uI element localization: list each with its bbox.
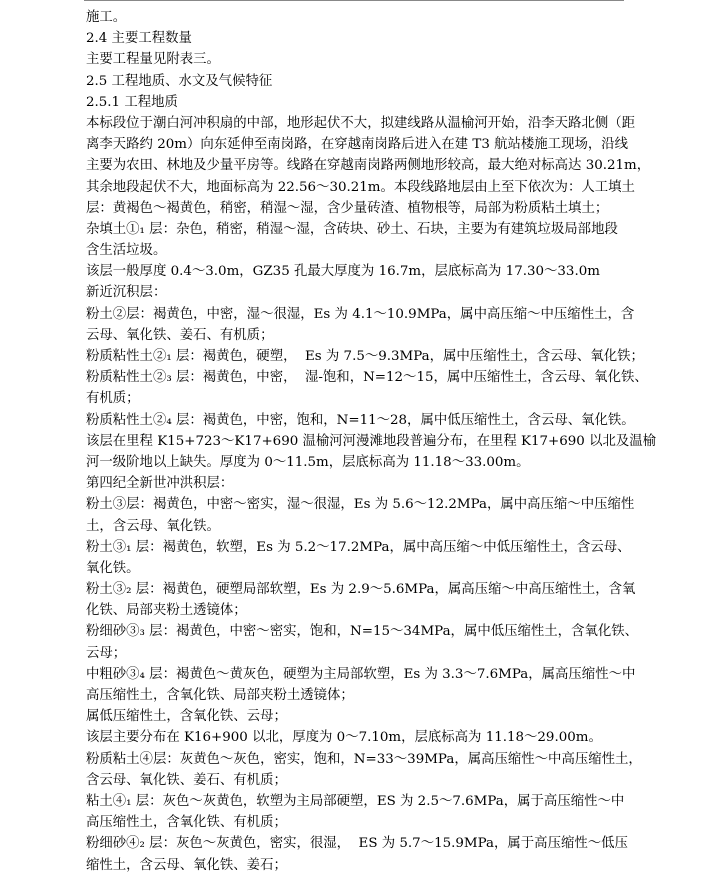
document-page [86,7,657,876]
text-line: 本标段位于潮白河冲积扇的中部，地形起伏不大，拟建线路从温榆河开始，沿李天路北侧（距 [86,115,636,131]
text-line: 粉细砂③₃ 层：褐黄色，中密～密实，饱和，N=15～34MPa，属中低压缩性土，含氧化铁、 [86,624,639,640]
text-line: 云母、氧化铁、姜石、有机质； [86,327,274,343]
text-line: 化铁、局部夹粉土透镜体； [86,603,247,619]
section-heading: 2.4 主要工程数量 [86,31,192,47]
text-line: 杂填土①₁ 层：杂色，稍密，稍湿～湿，含砖块、砂土、石块，主要为有建筑垃圾局部地段 [86,221,618,237]
text-line: 施工。 [86,10,127,25]
text-line: 含生活垃圾。 [86,243,167,259]
text-line: 主要工程量见附表三。 [86,52,220,68]
text-line: 粉质粘性土②₃ 层：褐黄色，中密， 湿-饱和，N=12～15，属中压缩性土，含云母、氧化铁、 [86,370,648,386]
text-line: 河一级阶地以上缺失。厚度为 0～11.5m，层底标高为 11.18～33.00m。 [86,454,530,470]
text-line: 土，含云母、氧化铁。 [86,518,220,534]
top-rule [84,0,624,1]
text-line: 粉土③₂ 层：褐黄色，硬塑局部软塑，Es 为 2.9～5.6MPa，属高压缩～中高压缩性土，含氧 [86,582,636,598]
section-heading: 2.5 工程地质、水文及气候特征 [86,73,273,89]
text-line: 中粗砂③₄ 层：褐黄色～黄灰色，硬塑为主局部软塑，Es 为 3.3～7.6MPa，属高压缩性～中 [86,666,636,682]
text-line: 新近沉积层： [86,285,167,301]
text-line: 缩性土，含云母、氧化铁、姜石； [86,857,287,873]
text-line: 高压缩性土，含氧化铁、有机质； [86,815,287,831]
text-line: 该层一般厚度 0.4～3.0m，GZ35 孔最大厚度为 16.7m，层底标高为 17.30～33.0m [86,264,600,280]
text-line: 该层在里程 K15+723～K17+690 温榆河河漫滩地段普遍分布，在里程 K17+690 以北及温榆 [86,433,657,449]
text-line: 云母； [86,645,127,661]
text-line: 氧化铁。 [86,560,140,576]
text-line: 其余地段起伏不大，地面标高为 22.56～30.21m。本段线路地层由上至下依次为：人工填土 [86,179,635,195]
text-line: 有机质； [86,391,140,407]
text-line: 粉土②层：褐黄色，中密，湿～很湿，Es 为 4.1～10.9MPa，属中高压缩～中压缩性土，含 [86,306,635,322]
text-line: 粉质粘性土②₁ 层：褐黄色，硬塑， Es 为 7.5～9.3MPa，属中压缩性土，含云母、氧化铁； [86,349,644,364]
text-line: 粉土③₁ 层：褐黄色，软塑，Es 为 5.2～17.2MPa，属中高压缩～中低压缩性土，含云母、 [86,539,631,555]
text-line: 粘土④₁ 层：灰色～灰黄色，软塑为主局部硬塑，ES 为 2.5～7.6MPa，属于高压缩性～中 [86,793,625,809]
text-line: 粉质粘土④层：灰黄色～灰色，密实，饱和，N=33～39MPa，属高压缩性～中高压缩性土， [86,751,642,767]
text-line: 粉土③层：褐黄色，中密～密实，湿～很湿，Es 为 5.6～12.2MPa，属中高压缩～中压缩性 [86,497,635,513]
text-line: 第四纪全新世冲洪积层： [86,476,234,492]
text-line: 层：黄褐色～褐黄色，稍密，稍湿～湿，含少量砖渣、植物根等，局部为粉质粘土填土； [86,200,609,216]
text-line: 粉细砂④₂ 层：灰色～灰黄色，密实，很湿， ES 为 5.7～15.9MPa，属于高压缩性～低压 [86,836,628,852]
text-line: 主要为农田、林地及少量平房等。线路在穿越南岗路两侧地形较高，最大绝对标高达 30.21m， [86,158,651,174]
text-line: 该层主要分布在 K16+900 以北，厚度为 0～7.10m，层底标高为 11.18～29.00m。 [86,730,602,746]
text-line: 属低压缩性土，含氧化铁、云母； [86,709,287,725]
text-line: 含云母、氧化铁、姜石、有机质； [86,772,287,788]
text-line: 高压缩性土，含氧化铁、局部夹粉土透镜体； [86,688,354,703]
subsection-heading: 2.5.1 工程地质 [86,94,178,110]
text-line: 离李天路约 20m）向东延伸至南岗路，在穿越南岗路后进入在建 T3 航站楼施工现场，沿线 [86,137,629,153]
text-line: 粉质粘性土②₄ 层：褐黄色，中密，饱和，N=11～28，属中低压缩性土，含云母、氧化铁。 [86,412,635,428]
